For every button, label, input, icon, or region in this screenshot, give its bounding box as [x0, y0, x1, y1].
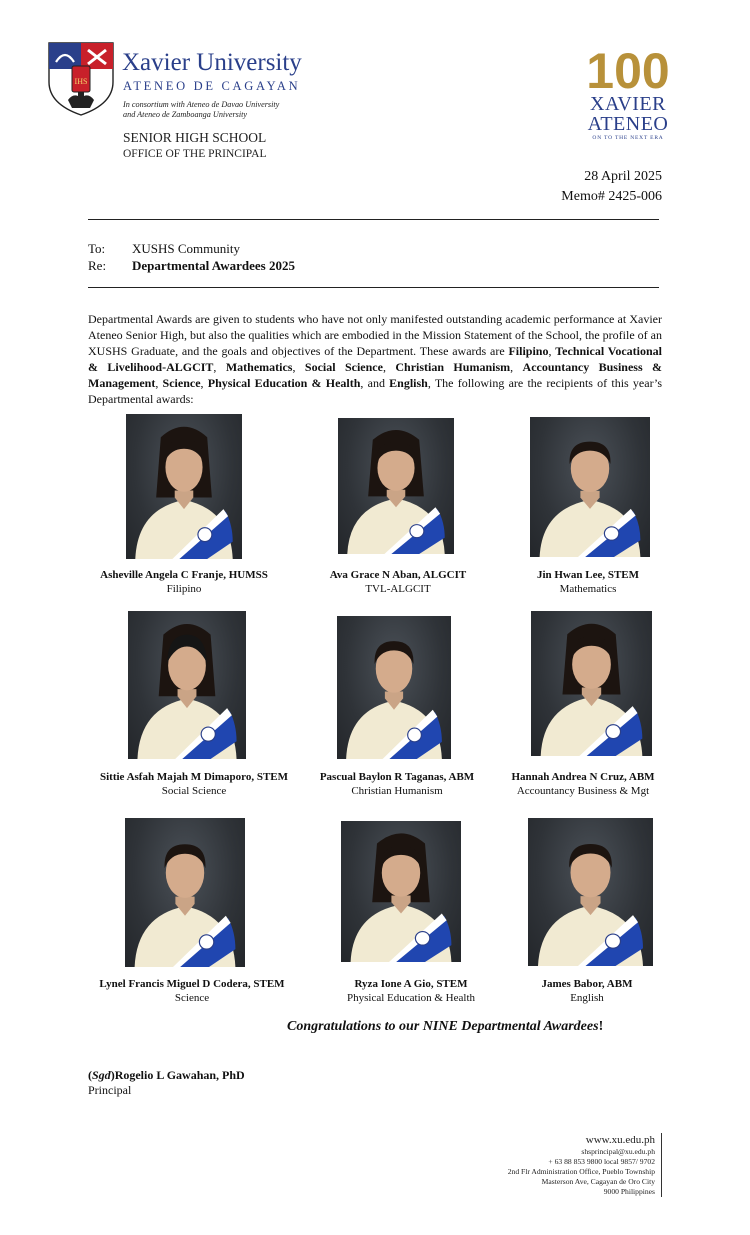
portrait-photo: [128, 611, 246, 759]
intro-text: Departmental Awards are given to students who have not only manifested outstanding academic performance at Xavier Ateneo Senior High, but also the qualities which are embodied in the Mission Statement of the School, the profile of an XUSHS Graduate, and the goals and objectives of the Department. These awards are: [88, 312, 662, 358]
award-science: Science: [162, 376, 201, 390]
centennial-100-graphic: [572, 44, 684, 94]
portrait-figure: [337, 616, 451, 759]
award-christian-humanism: Christian Humanism: [395, 360, 511, 374]
awardee-name: Lynel Francis Miguel D Codera, STEM: [99, 978, 285, 990]
awardee-award: Social Science: [161, 785, 227, 797]
award-english: English: [389, 376, 428, 390]
congratulations-text: Congratulations to our NINE Departmental Awardees: [287, 1019, 599, 1034]
sep: ,: [200, 376, 208, 390]
university-subtitle: ATENEO DE CAGAYAN: [123, 79, 301, 93]
memo-meta: [561, 167, 662, 207]
consortium-line-2: and Ateneo de Zamboanga University: [123, 110, 248, 119]
awardee-award: Mathematics: [559, 583, 617, 595]
consortium-line-1: In consortium with Ateneo de Davao University: [123, 100, 280, 109]
to-value: XUSHS Community: [132, 241, 240, 256]
centennial-tagline: ON TO THE NEXT ERA: [592, 135, 664, 141]
awardee-award: English: [570, 992, 604, 1004]
re-value: Departmental Awardees 2025: [132, 258, 295, 273]
sep: ,: [548, 344, 556, 358]
award-abm: Accountancy Business & Management: [88, 360, 663, 390]
consortium-note: [123, 100, 279, 120]
centennial-line-2: ATENEO: [587, 113, 669, 135]
awardee-name: Jin Hwan Lee, STEM: [536, 569, 640, 581]
congratulations-line: [287, 1019, 603, 1035]
university-name: Xavier University: [122, 49, 302, 76]
centennial-line-1: XAVIER: [590, 93, 666, 115]
portrait-figure: [341, 821, 461, 962]
awardee-award: Christian Humanism: [351, 785, 443, 797]
portrait-figure: [126, 414, 242, 559]
award-pe-health: Physical Education & Health: [207, 376, 361, 390]
footer-email: shsprincipal@xu.edu.ph: [581, 1147, 655, 1156]
portrait-photo: [341, 821, 461, 962]
awardee-award: Accountancy Business & Mgt: [516, 785, 650, 797]
awardee-name: Ryza Ione A Gio, STEM: [354, 978, 468, 990]
awardee-caption: [467, 977, 707, 1005]
award-filipino: Filipino: [508, 344, 549, 358]
congratulations-exclamation: !: [598, 1019, 604, 1034]
portrait-figure: [125, 818, 245, 967]
awardee-award: Science: [174, 992, 210, 1004]
portrait-photo: [528, 818, 653, 966]
portrait-photo: [337, 616, 451, 759]
portrait-photo: [126, 414, 242, 559]
footer-contact: [508, 1133, 662, 1197]
awardee-name: Sittie Asfah Majah M Dimaporo, STEM: [99, 771, 289, 783]
re-label: Re:: [88, 258, 107, 273]
sep: ,: [292, 360, 305, 374]
divider-top: [88, 219, 659, 220]
footer-address-3: 9000 Philippines: [603, 1187, 655, 1196]
centennial-number: 100: [586, 44, 670, 94]
to-row: [88, 241, 240, 257]
memo-number: Memo# 2425-006: [561, 189, 662, 204]
office-block: [123, 130, 266, 162]
portrait-figure: [338, 418, 454, 554]
awardee-name: James Babor, ABM: [541, 978, 633, 990]
awardee-name: Asheville Angela C Franje, HUMSS: [100, 569, 268, 581]
portrait-figure: [128, 611, 246, 759]
awardee-award: TVL-ALGCIT: [365, 583, 431, 595]
portrait-photo: [125, 818, 245, 967]
to-label: To:: [88, 241, 106, 256]
svg-text:IHS: IHS: [74, 77, 88, 86]
sgd-mark: Sgd: [92, 1068, 111, 1082]
signatory-name: Rogelio L Gawahan, PhD: [114, 1068, 245, 1082]
footer-website: www.xu.edu.ph: [585, 1134, 655, 1146]
footer-address-1: 2nd Flr Administration Office, Pueblo Township: [507, 1167, 655, 1176]
awardee-award: Physical Education & Health: [347, 992, 475, 1004]
footer-phone: + 63 88 853 9800 local 9857/ 9702: [548, 1157, 655, 1166]
sep: , and: [360, 376, 390, 390]
portrait-photo: [338, 418, 454, 554]
awardee-name: Ava Grace N Aban, ALGCIT: [329, 569, 467, 581]
portrait-figure: [528, 818, 653, 966]
sep: ,: [155, 376, 163, 390]
re-row: [88, 258, 295, 274]
school-name: SENIOR HIGH SCHOOL: [123, 130, 267, 145]
centennial-logo: [572, 44, 684, 142]
awardee-name: Hannah Andrea N Cruz, ABM: [511, 771, 655, 783]
awardee-caption: [64, 568, 304, 596]
portrait-figure: [530, 417, 650, 557]
portrait-figure: [531, 611, 652, 756]
awardee-name: Pascual Baylon R Taganas, ABM: [319, 771, 475, 783]
awardee-caption: [463, 770, 703, 798]
award-math: Mathematics: [225, 360, 293, 374]
intro-paragraph: [88, 311, 662, 407]
portrait-photo: [531, 611, 652, 756]
memo-date: 28 April 2025: [584, 169, 662, 184]
office-name: OFFICE OF THE PRINCIPAL: [123, 148, 267, 160]
award-social-science: Social Science: [304, 360, 383, 374]
awardee-caption: [72, 977, 312, 1005]
footer-address-2: Masterson Ave, Cagayan de Oro City: [541, 1177, 655, 1186]
sep: ,: [510, 360, 523, 374]
awardee-award: Filipino: [166, 583, 202, 595]
signatory-title: Principal: [88, 1083, 132, 1097]
award-tvl: Technical Vocational & Livelihood-ALGCIT: [88, 344, 662, 374]
signature-block: (Sgd)Rogelio L Gawahan, PhD Principal: [88, 1068, 245, 1097]
xu-shield-logo: [48, 42, 114, 116]
awardee-caption: [468, 568, 708, 596]
sep: ,: [382, 360, 396, 374]
sep: ,: [213, 360, 226, 374]
portrait-photo: [530, 417, 650, 557]
intro-text-end: , The following are the recipients of this year’s Departmental awards:: [88, 376, 663, 406]
divider-bottom: [88, 287, 659, 288]
